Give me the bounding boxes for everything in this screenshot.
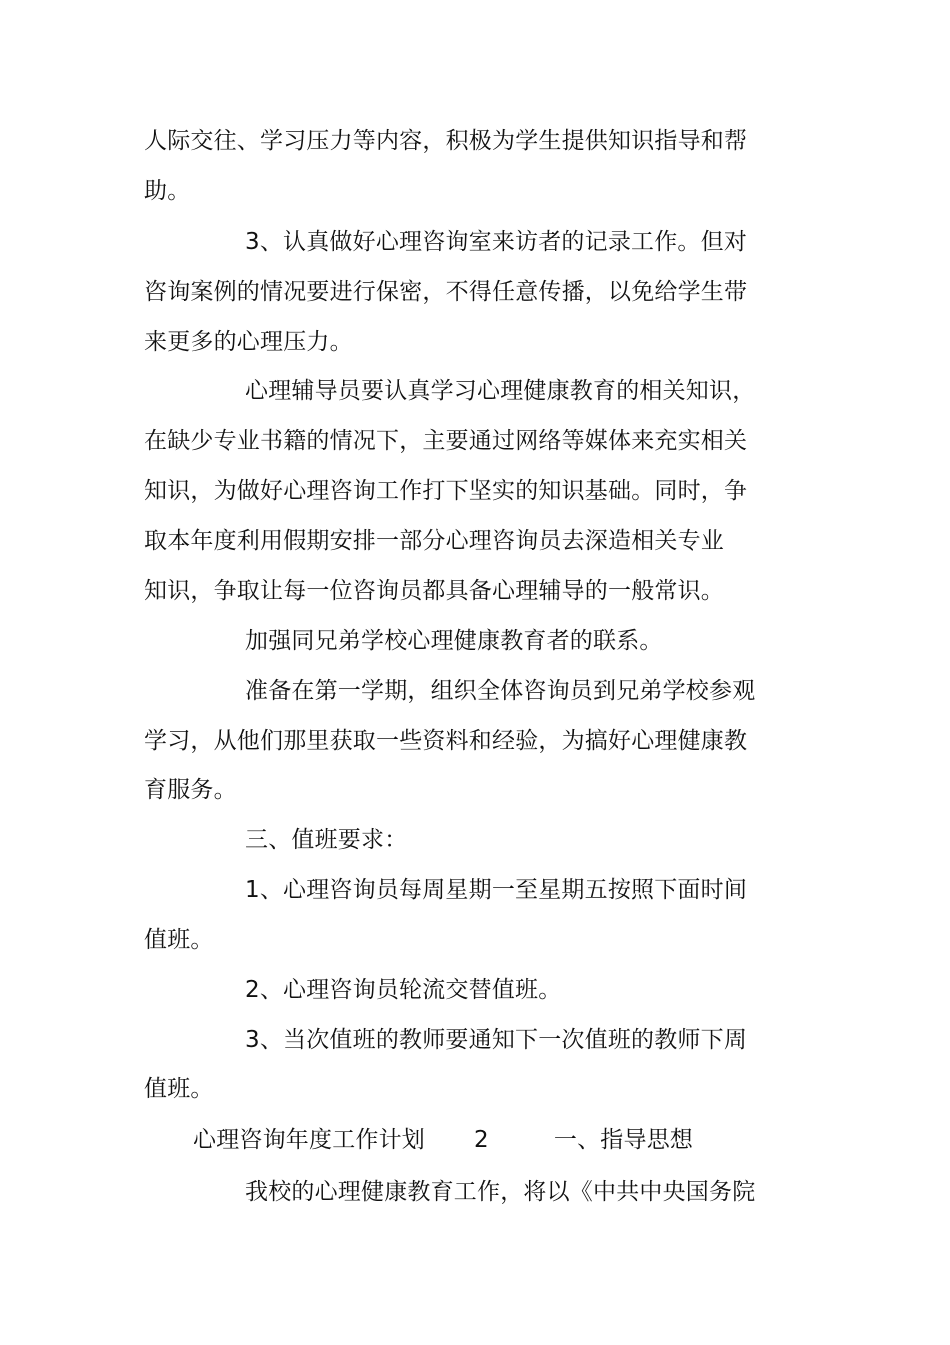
text-line: 学习，从他们那里获取一些资料和经验，为搞好心理健康教 [144,728,748,754]
text-line: 育服务。 [144,777,237,803]
section-subtitle: 一、指导思想 [553,1127,694,1153]
text-line: 人际交往、学习压力等内容，积极为学生提供知识指导和帮 [144,128,748,154]
text-line: 知识，为做好心理咨询工作打下坚实的知识基础。同时，争 [144,478,748,504]
text-line: 值班。 [144,1076,214,1102]
text-line: 知识，争取让每一位咨询员都具备心理辅导的一般常识。 [144,578,724,604]
text-line: 我校的心理健康教育工作，将以《中共中央国务院 [245,1179,756,1205]
text-line: 1、心理咨询员每周星期一至星期五按照下面时间 [245,877,748,903]
text-line: 加强同兄弟学校心理健康教育者的联系。 [245,628,663,654]
text-line: 2、心理咨询员轮流交替值班。 [245,977,562,1003]
document-number: 2 [474,1127,489,1153]
text-line: 值班。 [144,927,214,953]
text-line: 取本年度利用假期安排一部分心理咨询员去深造相关专业 [144,528,724,554]
text-line: 咨询案例的情况要进行保密，不得任意传播，以免给学生带 [144,279,748,305]
text-line: 来更多的心理压力。 [144,329,353,355]
section-heading: 三、值班要求： [245,827,408,853]
text-line: 3、认真做好心理咨询室来访者的记录工作。但对 [245,229,748,255]
text-line: 心理辅导员要认真学习心理健康教育的相关知识， [245,378,756,404]
document-section-title-row [193,1125,693,1155]
text-line: 在缺少专业书籍的情况下，主要通过网络等媒体来充实相关 [144,428,748,454]
text-line: 助。 [144,178,191,204]
document-title: 心理咨询年度工作计划 [193,1127,425,1153]
text-line: 准备在第一学期，组织全体咨询员到兄弟学校参观 [245,678,756,704]
text-line: 3、当次值班的教师要通知下一次值班的教师下周 [245,1027,748,1053]
